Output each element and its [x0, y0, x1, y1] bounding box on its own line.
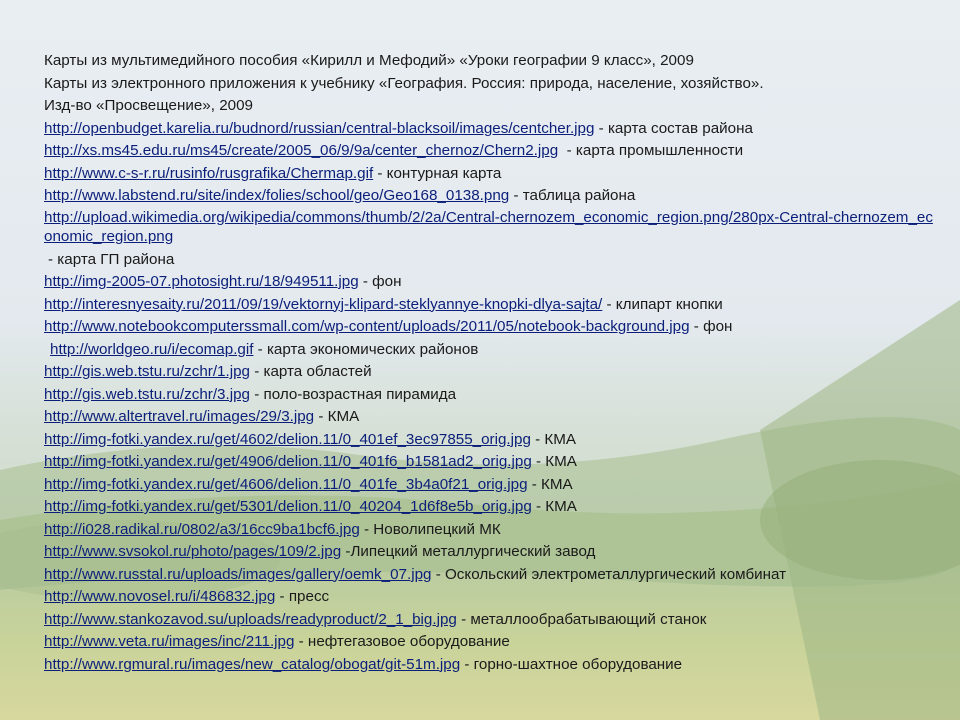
source-link[interactable]: http://www.russtal.ru/uploads/images/gallery/oemk_07.jpg: [44, 565, 432, 583]
list-item: [44, 140, 934, 163]
list-item: [44, 339, 934, 362]
source-link[interactable]: http://i028.radikal.ru/0802/a3/16cc9ba1bcf6.jpg: [44, 520, 360, 538]
link-description: - КМА: [531, 498, 577, 515]
source-link[interactable]: http://www.c-s-r.ru/rusinfo/rusgrafika/Chermap.gif: [44, 164, 374, 182]
list-item: [44, 519, 934, 542]
list-item: [44, 208, 934, 246]
source-link[interactable]: http://www.veta.ru/images/inc/211.jpg: [44, 633, 295, 650]
source-link[interactable]: http://worldgeo.ru/i/ecomap.gif: [50, 340, 254, 358]
list-item: [44, 118, 934, 141]
source-link[interactable]: http://www.notebookcomputerssmall.com/wp-content/uploads/2011/05/notebook-background.jpg: [44, 318, 690, 335]
list-item: [44, 631, 934, 654]
source-link[interactable]: http://interesnyesaity.ru/2011/09/19/vektornyj-klipard-steklyannye-knopki-dlya-sajta/: [44, 295, 603, 313]
link-description: - карта областей: [249, 363, 372, 380]
list-item: [44, 564, 934, 587]
source-link[interactable]: http://www.novosel.ru/i/486832.jpg: [44, 588, 276, 605]
header-line-1: Карты из мультимедийного пособия «Кирилл и Мефодий» «Уроки географии 9 класс», 2009: [44, 52, 694, 69]
link-description: - карта состав района: [594, 119, 753, 137]
source-link[interactable]: http://www.altertravel.ru/images/29/3.jpg: [44, 408, 315, 425]
list-item: [44, 496, 934, 519]
source-link[interactable]: http://upload.wikimedia.org/wikipedia/commons/thumb/2/2a/Central-chernozem_economic_region.png/280px-Central-chernozem_economic_region.png: [44, 208, 933, 245]
header-line-2: Карты из электронного приложения к учебнику «География. Россия: природа, население, хозяйство».: [44, 74, 764, 92]
list-item: [44, 474, 934, 497]
link-description: - нефтегазовое оборудование: [294, 633, 510, 650]
list-item: [44, 361, 934, 384]
list-item: [44, 586, 934, 609]
link-description: - КМА: [314, 408, 360, 425]
list-item: [44, 316, 934, 339]
link-description: - поло-возрастная пирамида: [249, 385, 457, 403]
link-description: - КМА: [527, 475, 573, 493]
source-link[interactable]: http://www.labstend.ru/site/index/folies/school/geo/Geo168_0138.png: [44, 187, 510, 204]
list-item: [44, 429, 934, 452]
link-description: - горно-шахтное оборудование: [460, 655, 683, 673]
link-description: - таблица района: [509, 187, 636, 204]
source-link[interactable]: http://img-fotki.yandex.ru/get/4602/delion.11/0_401ef_3ec97855_orig.jpg: [44, 430, 531, 448]
list-item: [44, 271, 934, 294]
list-item: [44, 654, 934, 677]
sources-list: [44, 50, 934, 676]
source-link[interactable]: http://www.svsokol.ru/photo/pages/109/2.jpg: [44, 543, 342, 560]
link-description: - фон: [689, 318, 733, 335]
source-link[interactable]: http://gis.web.tstu.ru/zchr/3.jpg: [44, 385, 250, 403]
link-description: - КМА: [531, 453, 577, 470]
source-link[interactable]: http://img-2005-07.photosight.ru/18/949511.jpg: [44, 273, 359, 290]
source-link[interactable]: http://img-fotki.yandex.ru/get/4906/delion.11/0_401f6_b1581ad2_orig.jpg: [44, 453, 532, 470]
link-description: - карта ГП района: [48, 250, 175, 268]
source-link[interactable]: http://img-fotki.yandex.ru/get/5301/delion.11/0_40204_1d6f8e5b_orig.jpg: [44, 498, 532, 515]
source-link[interactable]: http://openbudget.karelia.ru/budnord/russian/central-blacksoil/images/centcher.jpg: [44, 119, 595, 137]
header-line-3: Изд-во «Просвещение», 2009: [44, 97, 253, 114]
link-description: - карта промышленности: [558, 142, 744, 159]
list-item: [44, 541, 934, 564]
list-item: [44, 609, 934, 632]
list-item: [44, 451, 934, 474]
link-description: - карта экономических районов: [253, 340, 479, 358]
list-item: [44, 384, 934, 407]
source-link[interactable]: http://xs.ms45.edu.ru/ms45/create/2005_06/9/9a/center_chernoz/Chern2.jpg: [44, 142, 559, 159]
list-item: [44, 185, 934, 208]
link-description: - контурная карта: [373, 164, 502, 182]
source-link[interactable]: http://www.rgmural.ru/images/new_catalog/obogat/git-51m.jpg: [44, 655, 461, 673]
list-item: [44, 294, 934, 317]
link-description: - клипарт кнопки: [602, 295, 723, 313]
list-item: [44, 249, 934, 272]
link-description: -Липецкий металлургический завод: [341, 543, 596, 560]
link-description: - металлообрабатывающий станок: [456, 610, 707, 628]
link-description: - фон: [358, 273, 402, 290]
source-link[interactable]: http://www.stankozavod.su/uploads/readyproduct/2_1_big.jpg: [44, 610, 457, 628]
link-description: - КМА: [530, 430, 577, 448]
link-description: - Новолипецкий МК: [359, 520, 501, 538]
source-link[interactable]: http://img-fotki.yandex.ru/get/4606/delion.11/0_401fe_3b4a0f21_orig.jpg: [44, 475, 528, 493]
source-link[interactable]: http://gis.web.tstu.ru/zchr/1.jpg: [44, 363, 250, 380]
link-description: - пресс: [275, 588, 330, 605]
list-item: [44, 406, 934, 429]
list-item: [44, 163, 934, 186]
link-description: - Оскольский электрометаллургический комбинат: [431, 565, 787, 583]
